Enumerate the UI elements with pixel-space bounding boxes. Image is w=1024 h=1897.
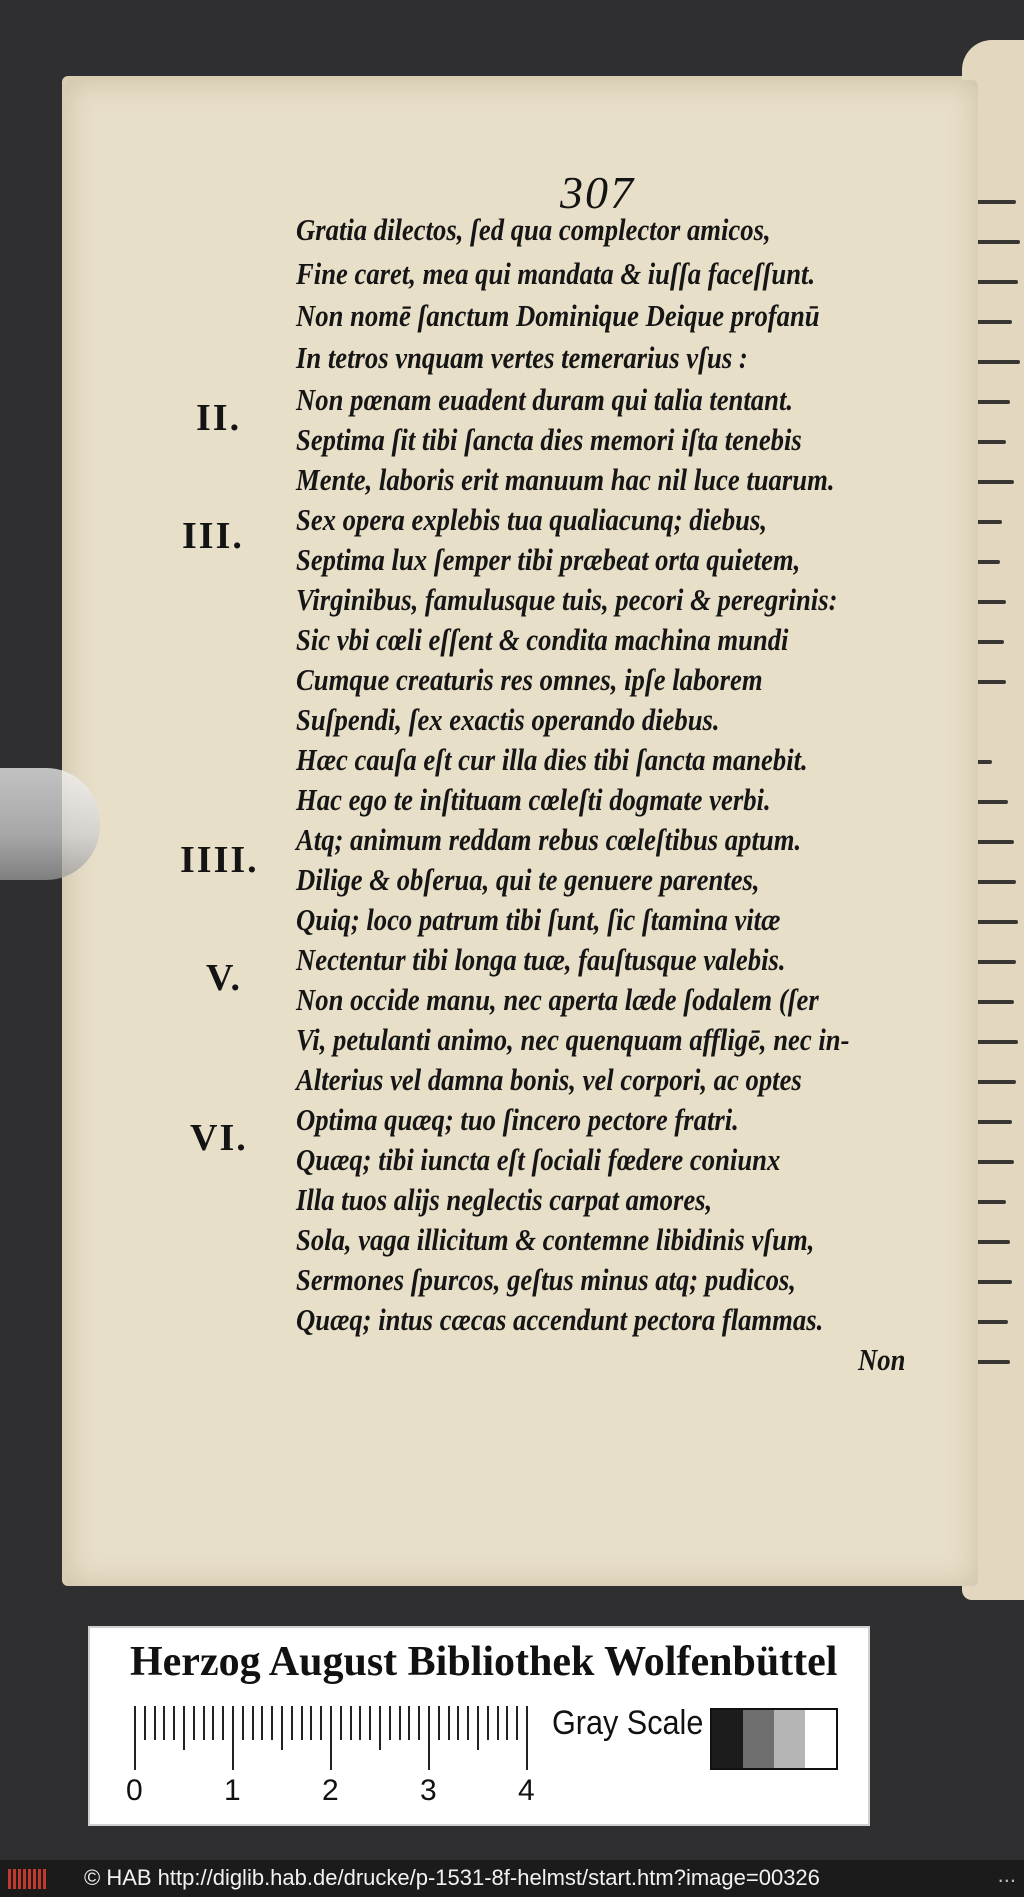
ruler-tick (389, 1706, 391, 1740)
ruler-tick (330, 1706, 332, 1770)
hab-logo-icon (8, 1869, 48, 1889)
ruler-label: 1 (224, 1774, 241, 1807)
ruler-tick (281, 1706, 283, 1750)
text-line: Illa tuos alijs neglectis carpat amores, (296, 1182, 713, 1217)
gray-swatch (712, 1710, 743, 1768)
ruler-tick (399, 1706, 401, 1740)
ruler-tick (506, 1706, 508, 1740)
gray-swatch (774, 1710, 805, 1768)
ruler-tick (242, 1706, 244, 1740)
text-line: Sic vbi cœli eſſent & condita machina mundi (296, 622, 789, 657)
ruler-label: 2 (322, 1774, 339, 1807)
gray-scale-label: Gray Scale (552, 1704, 704, 1742)
ruler-tick (369, 1706, 371, 1740)
ruler-tick (144, 1706, 146, 1740)
card-title: Herzog August Bibliothek Wolfenbüttel (130, 1639, 838, 1685)
text-line: Septima ſit tibi ſancta dies memori iſta tenebis (296, 422, 802, 457)
text-line: Sermones ſpurcos, geſtus minus atq; pudicos, (296, 1262, 796, 1297)
text-line: Gratia dilectos, ſed qua complector amicos, (296, 212, 771, 247)
text-line: Nectentur tibi longa tuæ, fauſtusque valebis. (296, 942, 786, 977)
text-line: Sola, vaga illicitum & contemne libidinis vſum, (296, 1222, 815, 1257)
ruler-tick (379, 1706, 381, 1750)
text-line: Sex opera explebis tua qualiacunq; diebus, (296, 502, 768, 537)
ruler-tick (457, 1706, 459, 1740)
ruler-tick (497, 1706, 499, 1740)
ruler-tick (134, 1706, 136, 1770)
ruler-tick (408, 1706, 410, 1740)
ruler-tick (487, 1706, 489, 1740)
text-line: Dilige & obſerua, qui te genuere parentes, (296, 862, 760, 897)
text-line: In tetros vnquam vertes temerarius vſus : (296, 340, 748, 375)
ruler-tick (203, 1706, 205, 1740)
text-line: Suſpendi, ſex exactis operando diebus. (296, 702, 720, 737)
ruler-label: 4 (518, 1774, 535, 1807)
ruler-tick (350, 1706, 352, 1740)
ruler-tick (477, 1706, 479, 1750)
gray-scale-swatches (710, 1708, 838, 1770)
ruler-tick (271, 1706, 273, 1740)
ruler-tick (193, 1706, 195, 1740)
gray-swatch (743, 1710, 774, 1768)
text-line: Quiq; loco patrum tibi ſunt, ſic ſtamina vitæ (296, 902, 781, 937)
page-number: 307 (560, 167, 635, 218)
ruler-tick (359, 1706, 361, 1740)
text-line: Quæq; tibi iuncta eſt ſociali fœdere coniunx (296, 1142, 781, 1177)
commandment-numeral: IIII. (180, 839, 259, 881)
ruler-label: 0 (126, 1774, 143, 1807)
ruler-tick (291, 1706, 293, 1740)
text-line: Non pœnam euadent duram qui talia tentant. (296, 382, 794, 417)
ruler-tick (320, 1706, 322, 1740)
text-line: Quæq; intus cæcas accendunt pectora flammas. (296, 1302, 824, 1337)
text-line: Atq; animum reddam rebus cœleſtibus aptum. (296, 822, 802, 857)
gray-swatch (805, 1710, 836, 1768)
page-clip (0, 768, 100, 880)
ruler-tick (526, 1706, 528, 1770)
ruler-tick (222, 1706, 224, 1740)
ruler-tick (340, 1706, 342, 1740)
text-line: Cumque creaturis res omnes, ipſe laborem (296, 662, 763, 697)
footer-copyright-link[interactable]: © HAB http://diglib.hab.de/drucke/p-1531-8f-helmst/start.htm?image=00326 (84, 1865, 820, 1890)
ruler-tick (232, 1706, 234, 1770)
text-line: Mente, laboris erit manuum hac nil luce tuarum. (296, 462, 835, 497)
ruler-tick (173, 1706, 175, 1740)
ruler-tick (310, 1706, 312, 1740)
ruler-tick (154, 1706, 156, 1740)
ruler-tick (301, 1706, 303, 1740)
ruler-scale (134, 1706, 532, 1770)
commandment-numeral: II. (196, 397, 242, 439)
text-line: Virginibus, famulusque tuis, pecori & peregrinis: (296, 582, 838, 617)
ruler-tick (261, 1706, 263, 1740)
ruler-tick (516, 1706, 518, 1740)
ruler-tick (212, 1706, 214, 1740)
text-line: Hac ego te inſtituam cœleſti dogmate verbi. (296, 782, 771, 817)
menu-dots-icon[interactable]: ... (997, 1862, 1016, 1887)
commandment-numeral: III. (182, 515, 244, 557)
ruler-tick (252, 1706, 254, 1740)
text-line: Vi, petulanti animo, nec quenquam affligē, nec in- (296, 1022, 850, 1057)
ruler-tick (428, 1706, 430, 1770)
text-line: Non nomē ſanctum Dominique Deique profanū (296, 298, 820, 333)
footer-bar (0, 1860, 1024, 1897)
ruler-tick (418, 1706, 420, 1740)
commandment-numeral: VI. (190, 1117, 248, 1159)
text-line: Fine caret, mea qui mandata & iuſſa faceſſunt. (296, 256, 816, 291)
ruler-tick (467, 1706, 469, 1740)
text-line: Alterius vel damna bonis, vel corpori, ac optes (296, 1062, 802, 1097)
ruler-label: 3 (420, 1774, 437, 1807)
color-calibration-card (88, 1626, 870, 1826)
ruler-tick (448, 1706, 450, 1740)
text-line: Hæc cauſa eſt cur illa dies tibi ſancta manebit. (296, 742, 808, 777)
text-line: Non occide manu, nec aperta læde ſodalem (ſer (296, 982, 819, 1017)
ruler-tick (438, 1706, 440, 1740)
commandment-numeral: V. (206, 957, 243, 999)
ruler-tick (183, 1706, 185, 1750)
catchword: Non (858, 1342, 906, 1377)
ruler-tick (163, 1706, 165, 1740)
text-line: Optima quæq; tuo ſincero pectore fratri. (296, 1102, 739, 1137)
text-line: Septima lux ſemper tibi præbeat orta quietem, (296, 542, 801, 577)
